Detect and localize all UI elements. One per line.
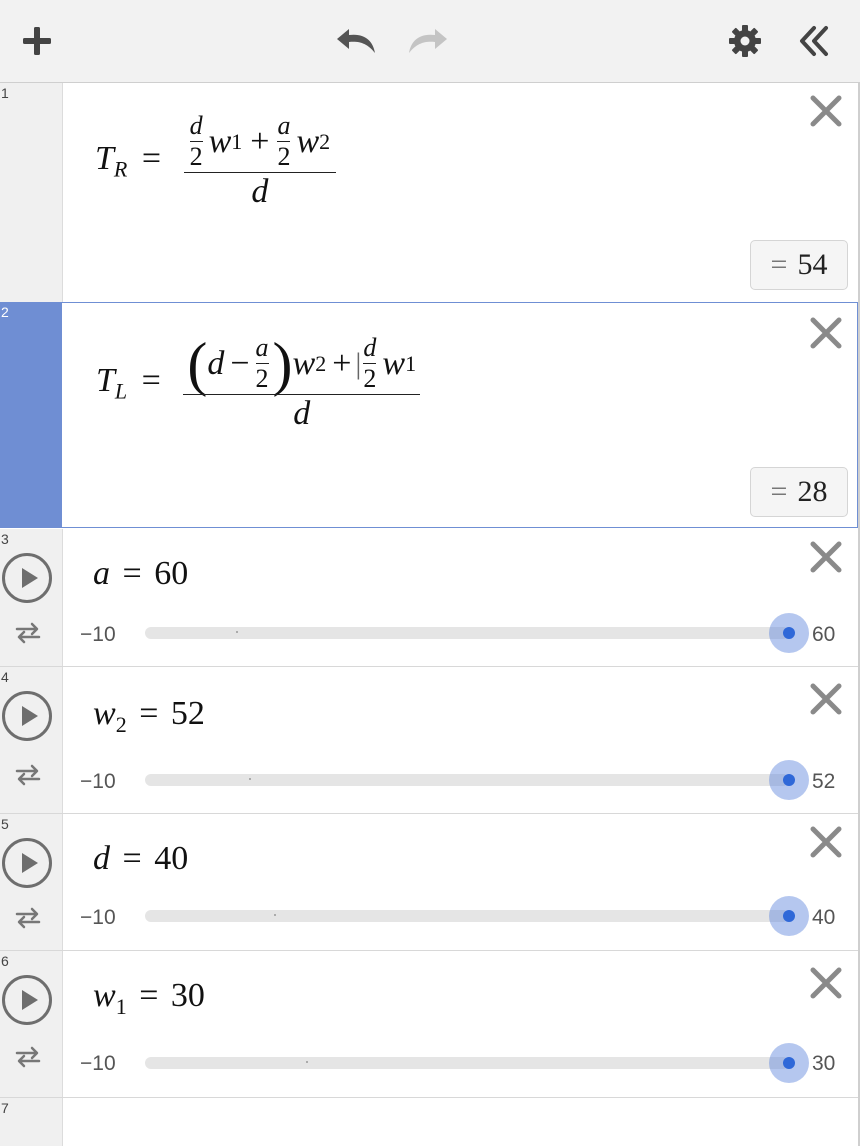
- slider-row-w2[interactable]: [0, 667, 858, 814]
- slider-value: 60: [154, 555, 189, 592]
- equals-sign: =: [141, 361, 161, 399]
- close-icon[interactable]: [808, 315, 844, 351]
- expression-gutter[interactable]: [0, 1098, 63, 1146]
- toolbar: [0, 0, 860, 83]
- close-icon[interactable]: [808, 965, 844, 1001]
- frac-denominator: 2: [277, 142, 291, 171]
- play-icon[interactable]: [2, 553, 52, 603]
- slider-equation[interactable]: [93, 840, 188, 883]
- play-icon[interactable]: [2, 691, 52, 741]
- plus-icon[interactable]: [18, 22, 56, 60]
- close-icon[interactable]: [808, 824, 844, 860]
- frac-numerator: d: [363, 333, 377, 362]
- slider-zero-tick: [274, 914, 276, 916]
- slider-track[interactable]: [145, 627, 789, 639]
- repeat-icon[interactable]: [14, 906, 42, 930]
- lhs-variable: T: [95, 139, 114, 177]
- slider-variable: w: [93, 695, 116, 732]
- minus-sign: −: [230, 344, 250, 382]
- close-icon[interactable]: [808, 539, 844, 575]
- result-equals: =: [770, 475, 788, 508]
- frac-numerator: d: [189, 111, 203, 140]
- expression-index: 2: [1, 304, 9, 320]
- slider-thumb[interactable]: [769, 896, 809, 936]
- result-equals: =: [770, 248, 788, 281]
- slider-max[interactable]: 60: [812, 623, 836, 646]
- close-icon[interactable]: [808, 93, 844, 129]
- slider-max[interactable]: 40: [812, 906, 836, 929]
- expression-row-1[interactable]: [0, 83, 858, 303]
- slider-subscript: 2: [115, 711, 127, 737]
- repeat-icon[interactable]: [14, 621, 42, 645]
- evaluation-result: [750, 467, 848, 517]
- expression-gutter[interactable]: [0, 83, 63, 302]
- equals-sign: =: [139, 695, 159, 732]
- expression-index: 1: [1, 85, 9, 101]
- frac-numerator: a: [277, 111, 291, 140]
- expression-index: 6: [1, 953, 9, 969]
- double-chevron-left-icon[interactable]: [792, 20, 836, 62]
- slider-value: 52: [170, 695, 205, 732]
- slider-row-a[interactable]: [0, 529, 858, 667]
- slider-track[interactable]: [145, 1057, 789, 1069]
- undo-icon[interactable]: [334, 20, 380, 60]
- slider-variable: w: [93, 977, 116, 1014]
- repeat-icon[interactable]: [14, 1045, 42, 1069]
- expression-row-2[interactable]: [0, 302, 858, 528]
- lhs-subscript: L: [114, 378, 128, 404]
- paren-variable-d: d: [207, 344, 225, 382]
- slider-min[interactable]: −10: [80, 906, 116, 929]
- slider-track[interactable]: [145, 910, 789, 922]
- expression-gutter[interactable]: [0, 302, 62, 528]
- subscript: 1: [231, 128, 243, 154]
- repeat-icon[interactable]: [14, 763, 42, 787]
- slider-thumb[interactable]: [769, 760, 809, 800]
- equals-sign: =: [139, 977, 159, 1014]
- plus-sign: +: [332, 344, 352, 382]
- result-value: 54: [797, 248, 828, 281]
- expression-index: 5: [1, 816, 9, 832]
- slider-value: 30: [170, 977, 205, 1014]
- slider-row-w1[interactable]: [0, 951, 858, 1098]
- close-icon[interactable]: [808, 681, 844, 717]
- slider-thumb[interactable]: [769, 613, 809, 653]
- slider-max[interactable]: 52: [812, 770, 836, 793]
- main-fraction: [184, 111, 337, 211]
- frac-denominator: 2: [255, 364, 269, 393]
- variable-w: w: [292, 344, 316, 382]
- expression-row-empty[interactable]: [0, 1098, 858, 1146]
- frac-numerator: a: [255, 333, 269, 362]
- frac-denominator: 2: [189, 142, 203, 171]
- expression-index: 4: [1, 669, 9, 685]
- slider-min[interactable]: −10: [80, 1052, 116, 1075]
- variable-w: w: [208, 122, 232, 160]
- main-denominator: d: [251, 173, 269, 210]
- variable-w: w: [296, 122, 320, 160]
- slider-variable: d: [93, 840, 110, 877]
- expression-formula[interactable]: [96, 330, 420, 433]
- equals-sign: =: [122, 555, 142, 592]
- slider-row-d[interactable]: [0, 814, 858, 951]
- play-icon[interactable]: [2, 975, 52, 1025]
- slider-min[interactable]: −10: [80, 770, 116, 793]
- gear-icon[interactable]: [724, 20, 766, 62]
- plus-sign: +: [250, 122, 270, 160]
- main-denominator: d: [293, 395, 311, 432]
- slider-subscript: 1: [115, 993, 127, 1019]
- slider-variable: a: [93, 555, 110, 592]
- equals-sign: =: [122, 840, 142, 877]
- slider-min[interactable]: −10: [80, 623, 116, 646]
- expression-formula[interactable]: [95, 111, 336, 211]
- subscript: 1: [405, 350, 417, 376]
- subscript: 2: [315, 350, 327, 376]
- lhs-subscript: R: [113, 156, 128, 182]
- slider-max[interactable]: 30: [812, 1052, 836, 1075]
- variable-w: w: [382, 344, 406, 382]
- slider-zero-tick: [306, 1061, 308, 1063]
- slider-value: 40: [154, 840, 189, 877]
- result-value: 28: [797, 475, 828, 508]
- equals-sign: =: [141, 139, 162, 177]
- slider-thumb[interactable]: [769, 1043, 809, 1083]
- evaluation-result: [750, 240, 848, 290]
- lhs-variable: T: [96, 361, 115, 399]
- slider-zero-tick: [236, 631, 238, 633]
- text-cursor: |: [355, 346, 362, 380]
- slider-equation[interactable]: [93, 695, 205, 738]
- slider-zero-tick: [249, 778, 251, 780]
- main-fraction: ( d − $\frac{a}{2}$ ) w 2 + | $\frac{d}{2}$ w 1 d: [183, 333, 420, 433]
- slider-equation[interactable]: [93, 555, 188, 598]
- expression-index: 7: [1, 1100, 9, 1116]
- play-icon[interactable]: [2, 838, 52, 888]
- slider-equation[interactable]: [93, 977, 205, 1020]
- slider-track[interactable]: [145, 774, 789, 786]
- frac-denominator: 2: [363, 364, 377, 393]
- redo-icon[interactable]: [404, 20, 450, 60]
- expression-index: 3: [1, 531, 9, 547]
- subscript: 2: [319, 128, 331, 154]
